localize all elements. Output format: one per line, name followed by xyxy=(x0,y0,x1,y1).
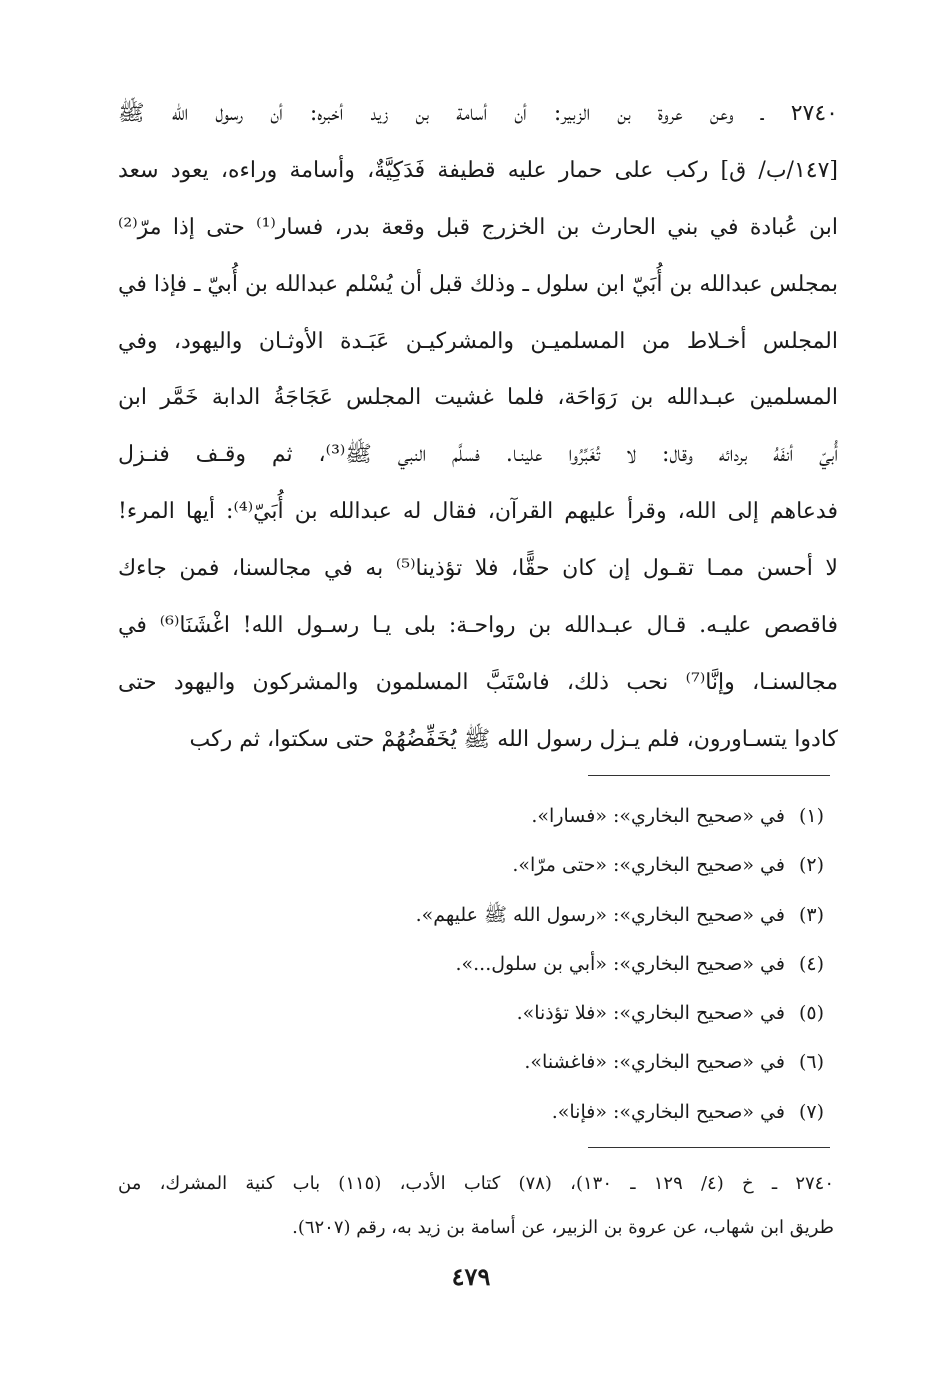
page-number: ٤٧٩ xyxy=(451,1262,491,1291)
footnotes-list xyxy=(264,792,824,1137)
source-line: طريق ابن شهاب، عن عروة بن الزبير، عن أسامة بن زيد به، رقم (٦٢٠٧). xyxy=(292,1217,834,1238)
footnote-divider xyxy=(588,775,830,776)
text-line: ٢٧٤٠ ـ وعن عروة بن الزبير: أن أسامة بن زيد أخبره: أن رسول الله ﷺ xyxy=(118,101,838,126)
footnote-text: في «صحيح البخاري»: «فلا تؤذنا». xyxy=(516,1002,785,1025)
text-line: [١٤٧/ب/ ق] ركب على حمار عليه قطيفة فَدَكِيَّةٌ، وأسامة وراءه، يعود سعد xyxy=(118,157,838,183)
footnote-text: في «صحيح البخاري»: «حتى مرّا». xyxy=(512,854,785,877)
text-line: ابن عُبادة في بني الحارث بن الخزرج قبل وقعة بدر، فسار⁽¹⁾ حتى إذا مرّ⁽²⁾ xyxy=(118,214,838,240)
text-line: بمجلس عبدالله بن أُبَيّ ابن سلول ـ وذلك قبل أن يُسْلم عبدالله بن أُبيّ ـ فإذا في xyxy=(118,271,838,297)
text-line: المسلمين عبـدالله بن رَوَاحَة، فلما غشيت المجلس عَجَاجَةُ الدابة خَمَّر ابن xyxy=(118,385,838,411)
footnote-number: (٦) xyxy=(798,1051,824,1074)
footnote-number: (٣) xyxy=(798,903,824,926)
footnote-item xyxy=(264,841,824,890)
footnote-number: (٧) xyxy=(798,1100,824,1123)
footnote-item xyxy=(264,989,824,1038)
footnote-text: في «صحيح البخاري»: «فسارا». xyxy=(531,805,785,827)
source-line: ٢٧٤٠ ـ خ (٤/ ١٢٩ ـ ١٣٠)، (٧٨) كتاب الأدب، (١١٥) باب كنية المشرك، من xyxy=(118,1173,834,1194)
footnote-item xyxy=(264,891,824,940)
text-line: فاقصص عليـه. قـال عبـدالله بن رواحـة: بلى يـا رسـول الله! اغْشَنَا⁽⁶⁾ في xyxy=(118,613,838,639)
footnote-number: (٢) xyxy=(798,854,824,877)
footnote-text: في «صحيح البخاري»: «فاغشنا». xyxy=(524,1051,785,1074)
text-line: مجالسنـا، وإنَّا⁽⁷⁾ نحب ذلك، فاسْتَبَّ المسلمون والمشركون واليهود حتى xyxy=(118,669,838,695)
source-reference xyxy=(118,1162,834,1250)
hadith-text xyxy=(118,86,838,769)
text-line: أُبيّ أنفَهُ بردائه وقال: لا تُغَبِّرُوا علينـا. فسلَّم النبي ﷺ⁽³⁾، ثم وقـف فنـزل xyxy=(118,442,838,468)
footnote-text: في «صحيح البخاري»: «أبي بن سلول...». xyxy=(455,952,785,975)
footnote-number: (١) xyxy=(798,805,824,827)
text-line: كادوا يتسـاورون، فلم يـزل رسول الله ﷺ يُخَفِّضُهُمْ حتى سكتوا، ثم ركب xyxy=(189,726,838,752)
footnote-number: (٤) xyxy=(798,952,824,975)
footnote-text: في «صحيح البخاري»: «رسول الله ﷺ عليهم». xyxy=(415,903,785,926)
text-line: لا أحسن ممـا تقـول إن كان حقًّا، فلا تؤذينا⁽⁵⁾ به في مجالسنا، فمن جاءك xyxy=(118,556,838,582)
footnote-item xyxy=(264,792,824,841)
text-line: المجلس أخـلاط من المسلميـن والمشركيـن عَبَـدة الأوثـان واليهود، وفي xyxy=(118,328,838,354)
footnote-item xyxy=(264,1088,824,1137)
text-line: فدعاهم إلى الله، وقرأ عليهم القرآن، فقال له عبدالله بن أُبَيّ⁽⁴⁾: أيها المرء! xyxy=(118,499,838,525)
source-divider xyxy=(588,1147,830,1148)
footnote-item xyxy=(264,1038,824,1087)
footnote-number: (٥) xyxy=(798,1002,824,1025)
footnote-text: في «صحيح البخاري»: «فإنا». xyxy=(551,1100,785,1123)
footnote-item xyxy=(264,940,824,989)
